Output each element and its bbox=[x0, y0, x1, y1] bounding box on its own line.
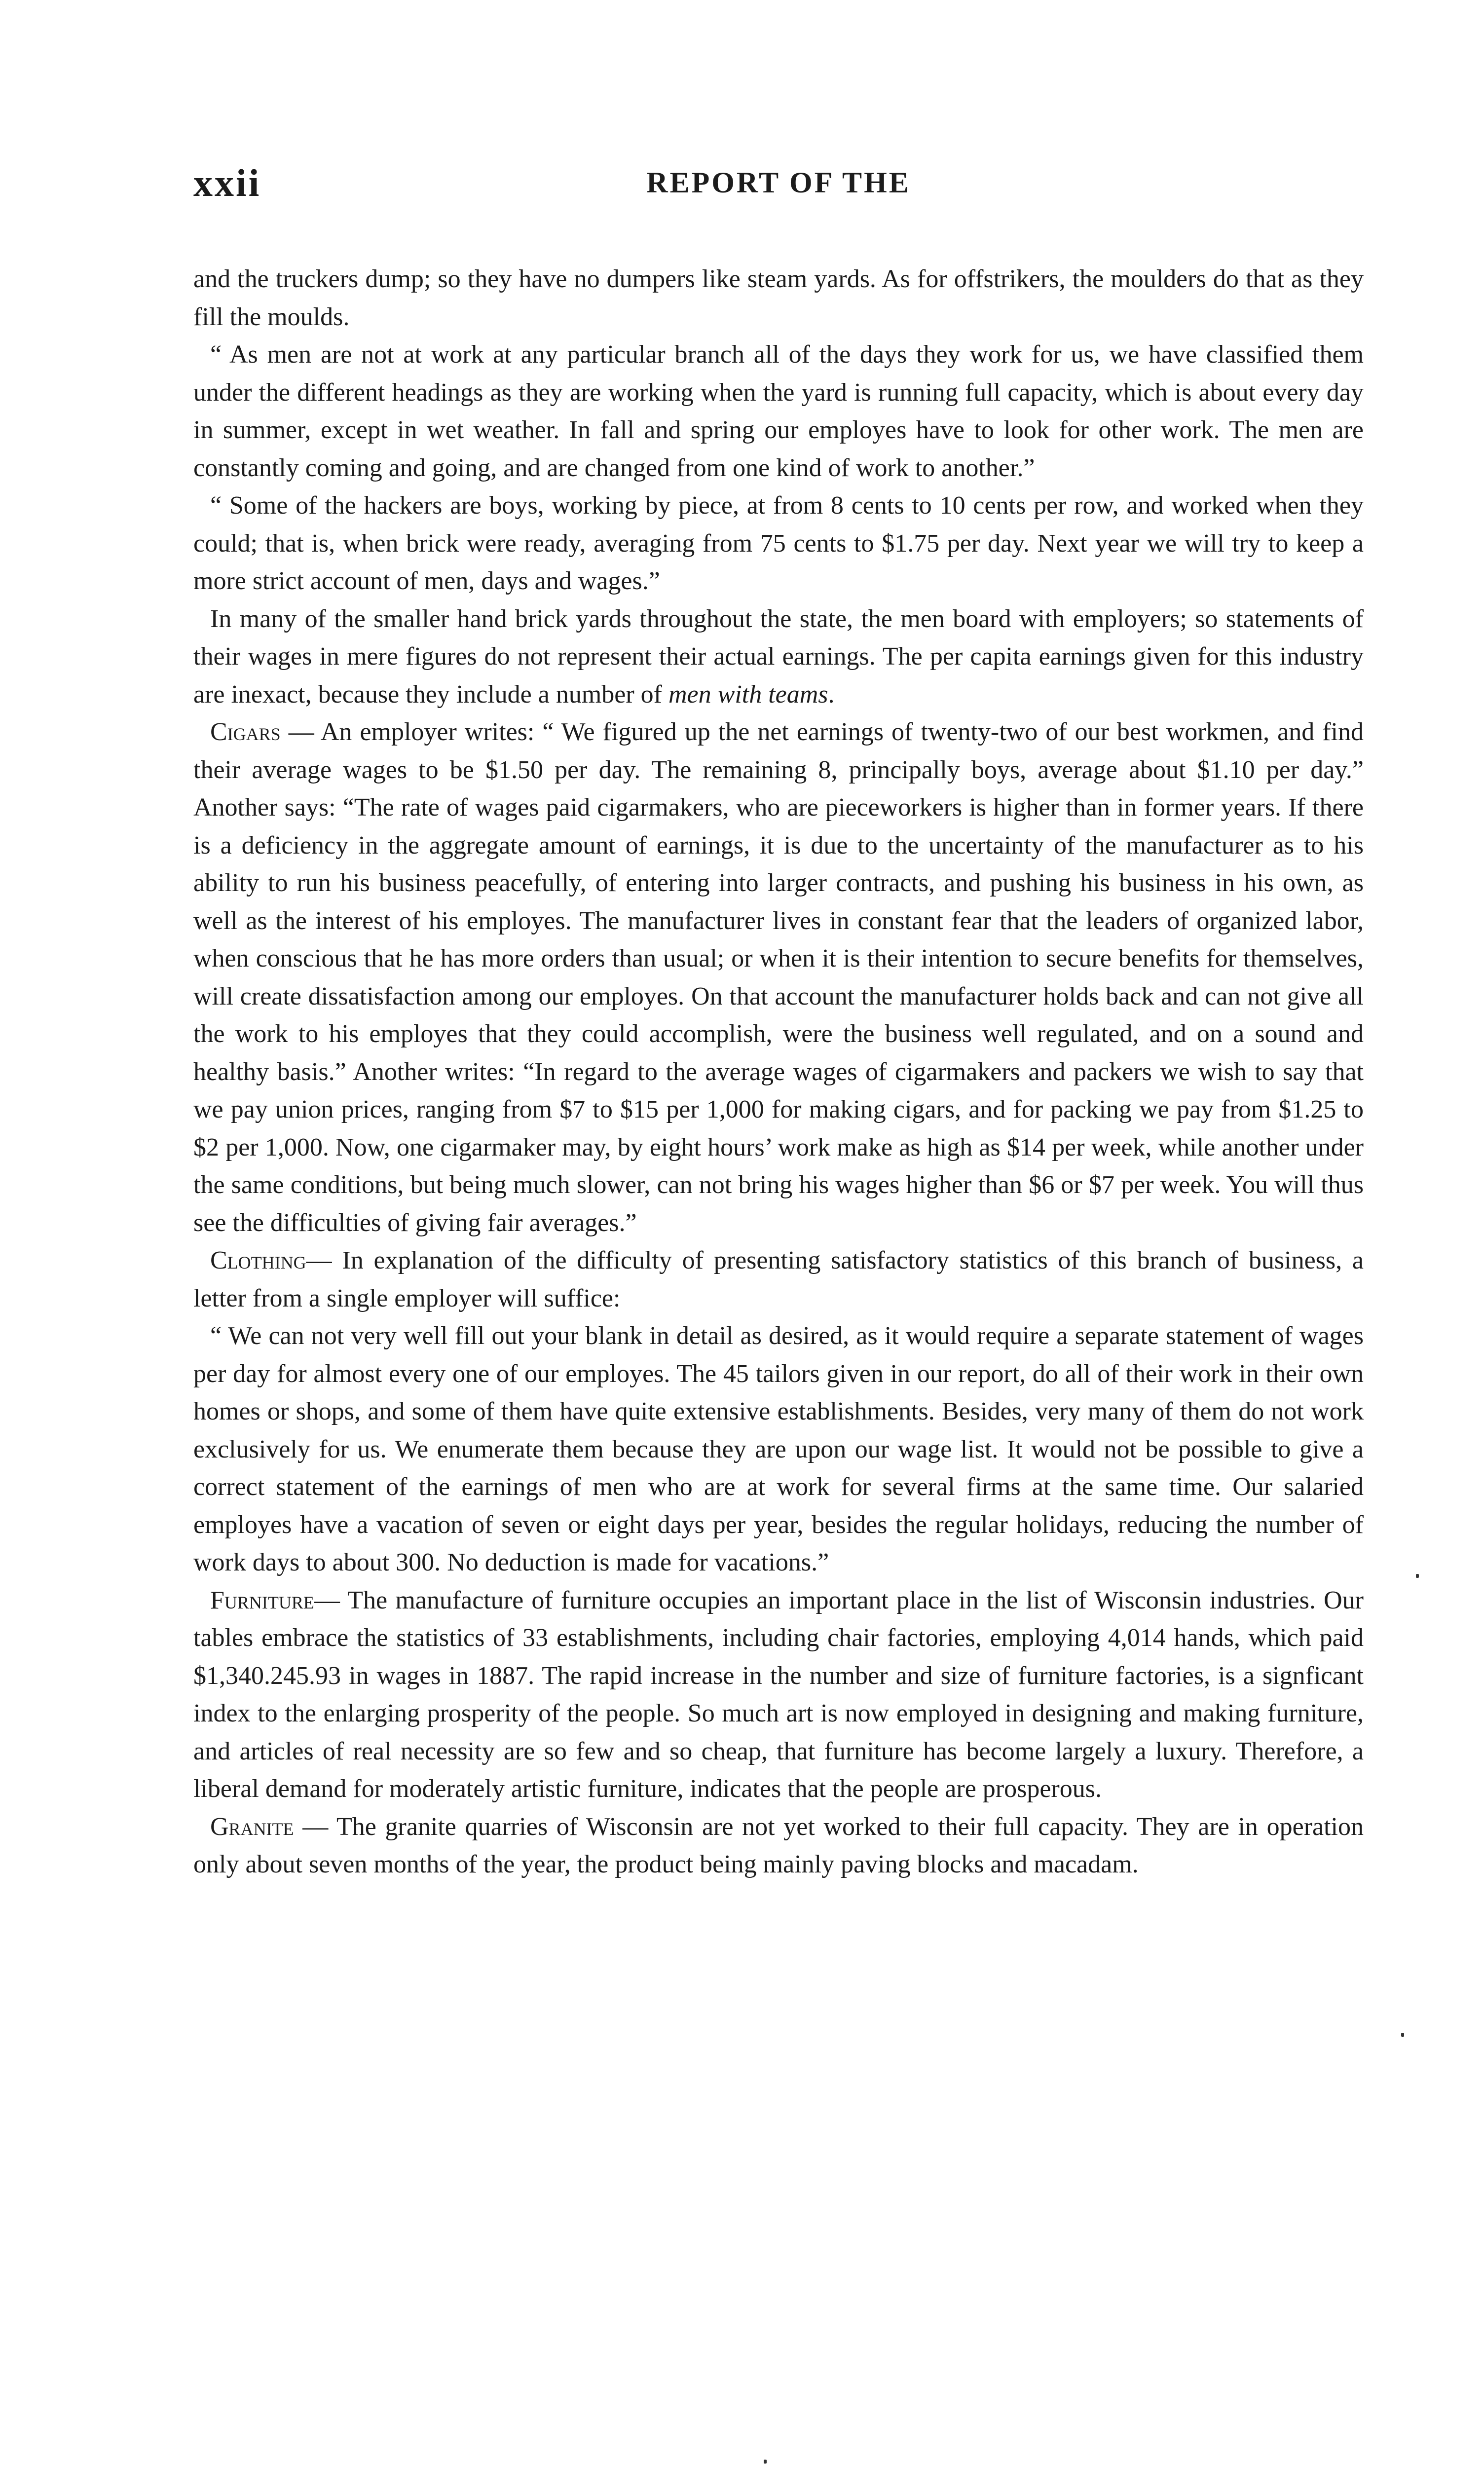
paragraph-tail: . bbox=[828, 680, 835, 709]
paragraph-text: — The granite quarries of Wisconsin are not yet worked to their full capacity. They are in operation only about seven months of the year, the product being mainly paving blocks and macadam. bbox=[193, 1812, 1364, 1878]
italic-phrase: men with teams bbox=[668, 680, 828, 709]
paragraph-men-classified bbox=[193, 336, 1364, 487]
paragraph-text: “ As men are not at work at any particular branch all of the days they work for us, we have classified them under the different headings as they are working when the yard is running full capacity, which is about every day in summer, except in wet weather. In fall and spring our employes have to look for other work. The men are constantly coming and going, and are changed from one kind of work to another.” bbox=[193, 340, 1364, 482]
paragraph-granite bbox=[193, 1808, 1364, 1884]
stray-ink-mark bbox=[764, 2460, 767, 2464]
section-heading-granite: Granite bbox=[210, 1812, 294, 1841]
section-heading-clothing: Clothing bbox=[210, 1246, 306, 1274]
running-head: REPORT OF THE bbox=[646, 166, 911, 199]
paragraph-text: and the truckers dump; so they have no dumpers like steam yards. As for offstrikers, the moulders do that as they fill the moulds. bbox=[193, 265, 1364, 331]
paragraph-text: “ We can not very well fill out your blank in detail as desired, as it would require a separate statement of wages per day for almost every one of our employes. The 45 tailors given in our report, do all of their work in their own homes or shops, and some of them have quite extensive establishments. Besides, very many of them do not work exclusively for us. We enumerate them because they are upon our wage list. It would not be possible to give a correct statement of the earnings of men who are at work for several firms at the same time. Our salaried employes have a vacation of seven or eight days per year, besides the regular holidays, reducing the number of work days to about 300. No deduction is made for vacations.” bbox=[193, 1322, 1364, 1576]
section-heading-cigars: Cigars bbox=[210, 718, 281, 746]
paragraph-text: — An employer writes: “ We figured up the net earnings of twenty-two of our best workmen, and find their average wages to be $1.50 per day. The remaining 8, principally boys, average about $1.10 per day.” Another says: “The rate of wages paid cigarmakers, who are pieceworkers is higher than in former years. If there is a deficiency in the aggregate amount of earnings, it is due to the uncertainty of the manufacturer as to his ability to run his business peacefully, of entering into larger contracts, and pushing his business in his own, as well as the interest of his employes. The manufacturer lives in constant fear that the leaders of organized labor, when conscious that he has more orders than usual; or when it is their intention to secure benefits for themselves, will create dissatisfaction among our employes. On that account the manufacturer holds back and can not give all the work to his employes that they could accomplish, were the business well regulated, and on a sound and healthy basis.” Another writes: “In regard to the average wages of cigarmakers and packers we wish to say that we pay union prices, ranging from $7 to $15 per 1,000 for making cigars, and for packing we pay from $1.25 to $2 per 1,000. Now, one cigarmaker may, by eight hours’ work make as high as $14 per week, while another under the same conditions, but being much slower, can not bring his wages higher than $6 or $7 per week. You will thus see the difficulties of giving fair averages.” bbox=[193, 718, 1364, 1237]
paragraph-cigars bbox=[193, 713, 1364, 1242]
stray-ink-mark bbox=[1401, 2033, 1404, 2037]
paragraph-furniture bbox=[193, 1582, 1364, 1808]
page-header bbox=[193, 161, 1364, 215]
paragraph-text: — The manufacture of furniture occupies an important place in the list of Wisconsin industries. Our tables embrace the statistics of 33 establishments, including chair factories, employing 4,014 hands, which paid $1,340.245.93 in wages in 1887. The rapid increase in the number and size of furniture factories, is a signficant index to the enlarging prosperity of the people. So much art is now employed in designing and making furniture, and articles of real necessity are so few and so cheap, that furniture has become largely a luxury. Therefore, a liberal demand for moderately artistic furniture, indicates that the people are prosperous. bbox=[193, 1586, 1364, 1803]
paragraph-brickyard-dump bbox=[193, 261, 1364, 336]
paragraph-text: “ Some of the hackers are boys, working by piece, at from 8 cents to 10 cents per row, and worked when they could; that is, when brick were ready, averaging from 75 cents to $1.75 per day. Next year we will try to keep a more strict account of men, days and wages.” bbox=[193, 491, 1364, 595]
paragraph-clothing-letter bbox=[193, 1317, 1364, 1582]
page-number: xxii bbox=[193, 161, 261, 204]
paragraph-clothing bbox=[193, 1242, 1364, 1317]
paragraph-hackers bbox=[193, 487, 1364, 600]
paragraph-text: In many of the smaller hand brick yards throughout the state, the men board with employers; so statements of their wages in mere figures do not represent their actual earnings. The per capita earnings given for this industry are inexact, because they include a number of bbox=[193, 604, 1364, 709]
paragraph-text: — In explanation of the difficulty of presenting satisfactory statistics of this branch of business, a letter from a single employer will suffice: bbox=[193, 1246, 1364, 1312]
section-heading-furniture: Furniture bbox=[210, 1586, 314, 1614]
body-text bbox=[193, 261, 1364, 1884]
paragraph-hand-brick-yards bbox=[193, 600, 1364, 714]
stray-ink-mark bbox=[1416, 1574, 1419, 1578]
